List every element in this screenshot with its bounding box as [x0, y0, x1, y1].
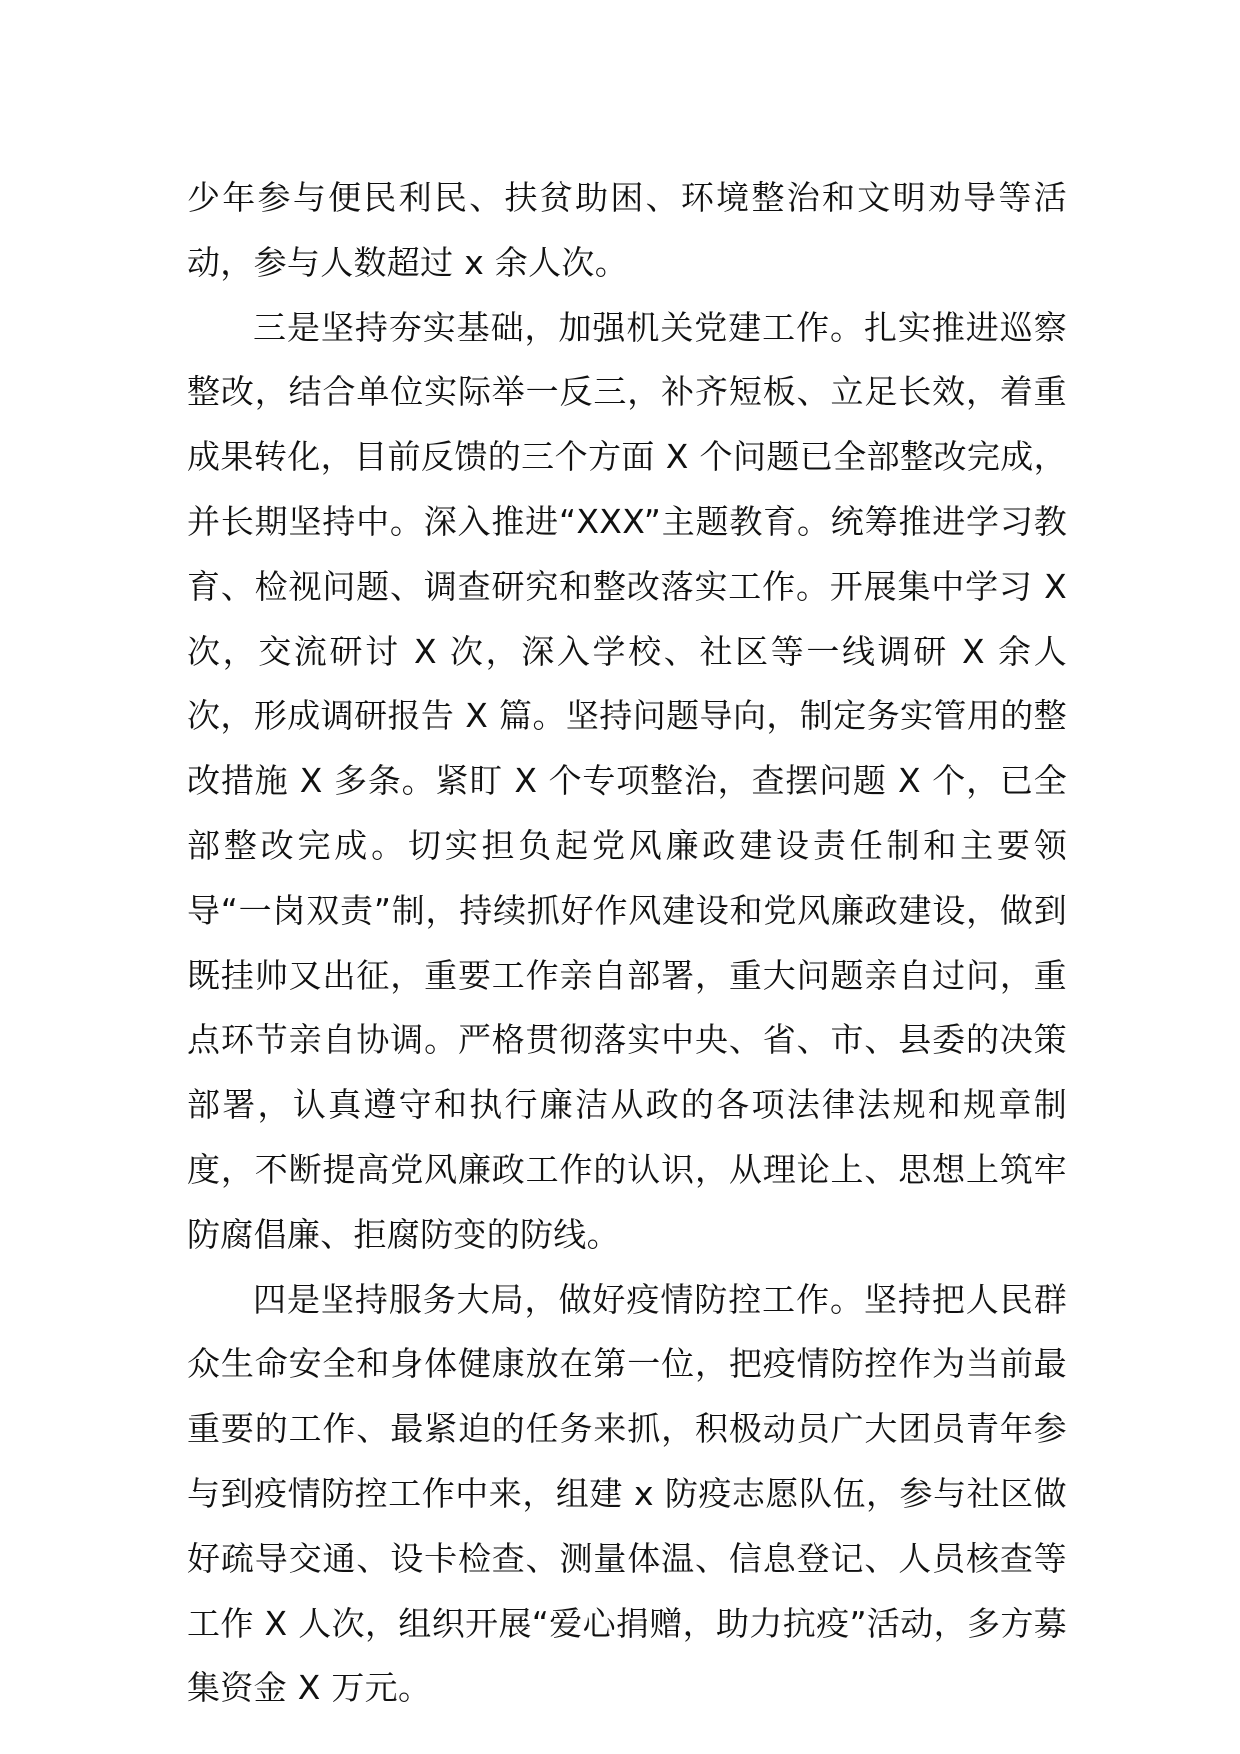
paragraph-epidemic-prevention: 四是坚持服务大局，做好疫情防控工作。坚持把人民群众生命安全和身体健康放在第一位，把疫情防控作为当前最重要的工作、最紧迫的任务来抓，积极动员广大团员青年参与到疫情防控工作中来，组建 x 防疫志愿队伍，参与社区做好疏导交通、设卡检查、测量体温、信息登记、人员核查等工作 X 人次，组织开展“爱心捐赠，助力抗疫”活动，多方募集资金 X 万元。 — [187, 1279, 1067, 1708]
paragraph-continuation: 少年参与便民利民、扶贫助困、环境整治和文明劝导等活动，参与人数超过 x 余人次。 — [187, 178, 1067, 282]
document-body — [187, 166, 1067, 1721]
paragraph-party-building: 三是坚持夯实基础，加强机关党建工作。扎实推进巡察整改，结合单位实际举一反三，补齐短板、立足长效，着重成果转化，目前反馈的三个方面 X 个问题已全部整改完成，并长期坚持中。深入推进“XXX”主题教育。统筹推进学习教育、检视问题、调查研究和整改落实工作。开展集中学习 X 次，交流研讨 X 次，深入学校、社区等一线调研 X 余人次，形成调研报告 X 篇。坚持问题导向，制定务实管用的整改措施 X 多条。紧盯 X 个专项整治，查摆问题 X 个，已全部整改完成。切实担负起党风廉政建设责任制和主要领导“一岗双责”制，持续抓好作风建设和党风廉政建设，做到既挂帅又出征，重要工作亲自部署，重大问题亲自过问，重点环节亲自协调。严格贯彻落实中央、省、市、县委的决策部署，认真遵守和执行廉洁从政的各项法律法规和规章制度，不断提高党风廉政工作的认识，从理论上、思想上筑牢防腐倡廉、拒腐防变的防线。 — [187, 307, 1067, 1254]
